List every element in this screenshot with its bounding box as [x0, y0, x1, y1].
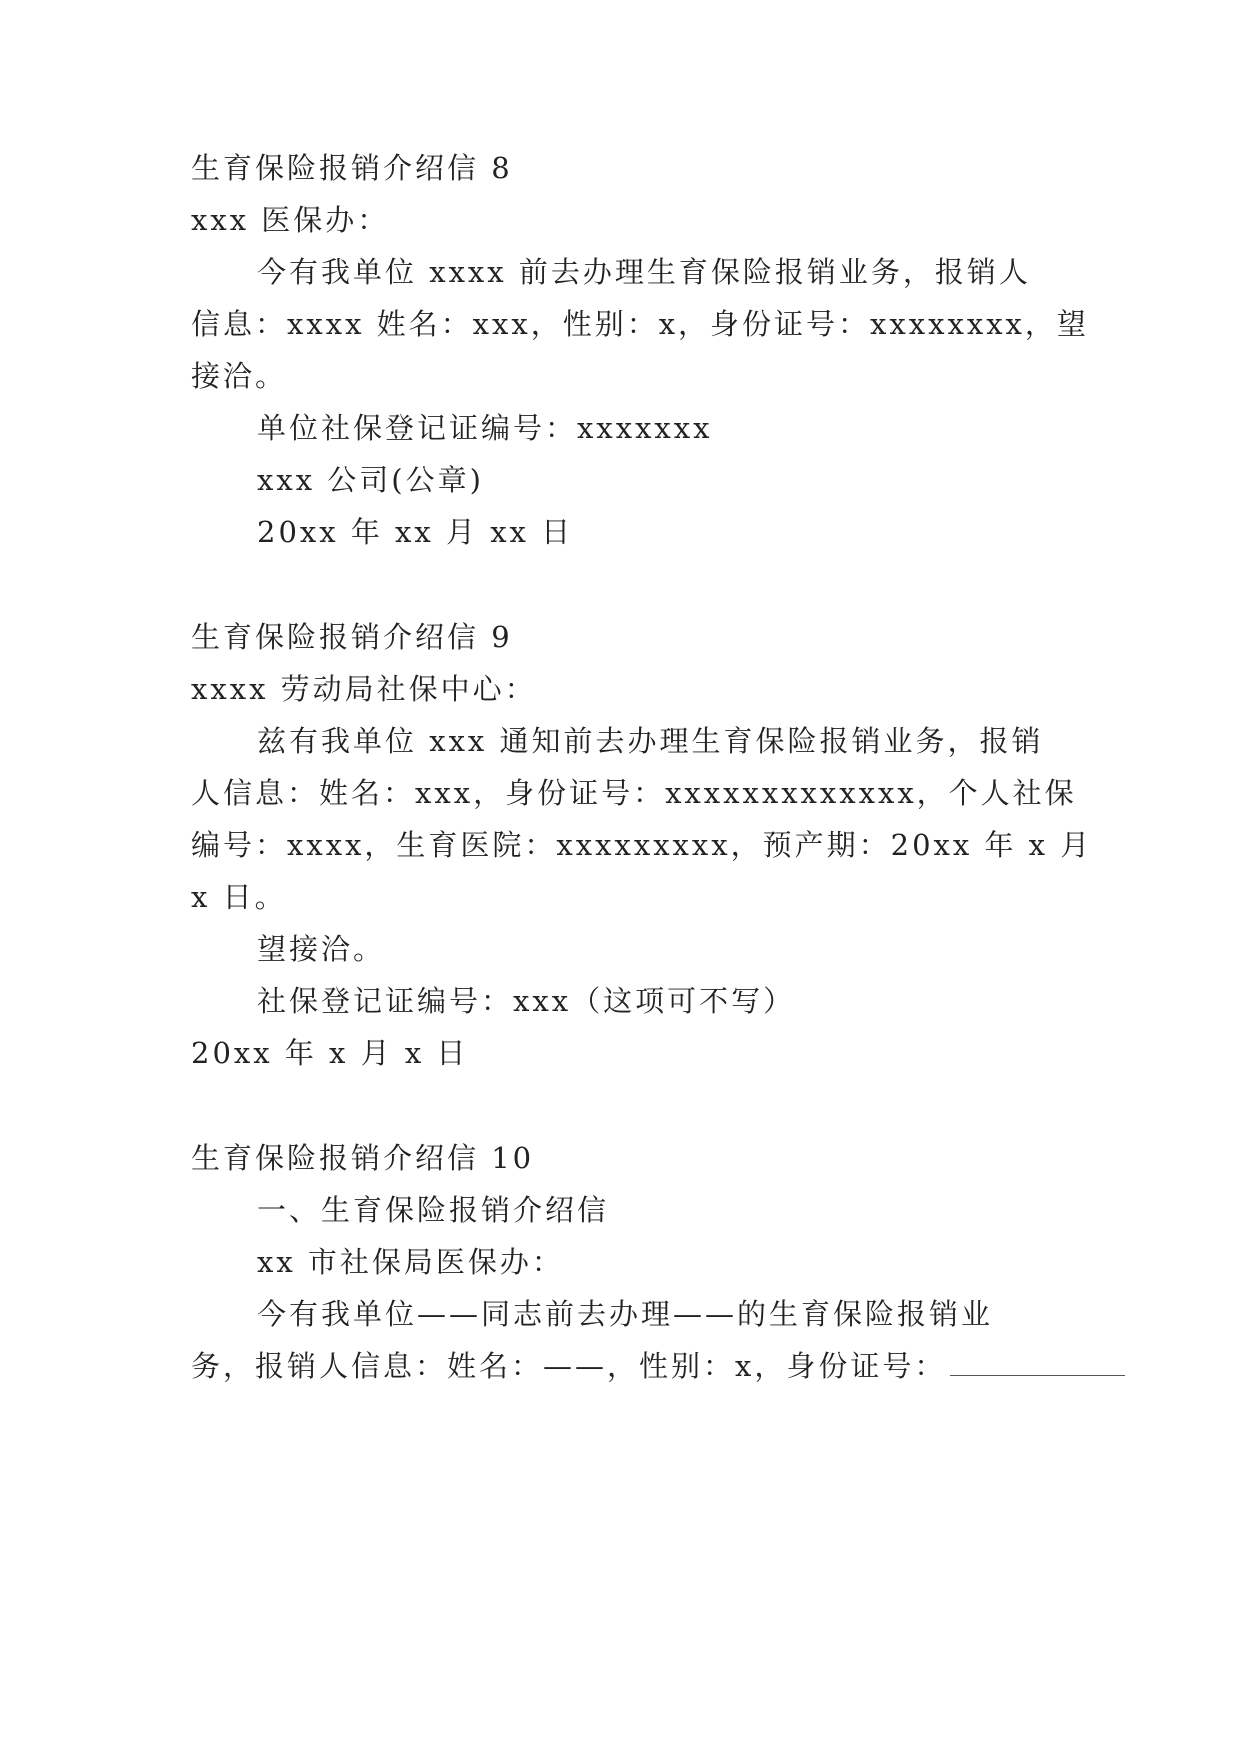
section-10-subtitle: 一、生育保险报销介绍信 — [257, 1193, 610, 1227]
section-9-body-line-4: x 日。 — [191, 880, 287, 914]
section-8-title: 生育保险报销介绍信 8 — [191, 151, 513, 185]
section-9-reg-no: 社保登记证编号：xxx（这项可不写） — [257, 984, 796, 1018]
section-9-body-line-2: 人信息：姓名：xxx，身份证号：xxxxxxxxxxxxx，个人社保 — [191, 776, 1077, 810]
section-8-body-line-1: 今有我单位 xxxx 前去办理生育保险报销业务，报销人 — [257, 255, 1031, 289]
section-9-body-line-1: 兹有我单位 xxx 通知前去办理生育保险报销业务，报销 — [257, 724, 1044, 758]
section-9-title: 生育保险报销介绍信 9 — [191, 620, 513, 654]
section-9-addressee: xxxx 劳动局社保中心： — [191, 672, 537, 706]
section-10-body-line-1: 今有我单位——同志前去办理——的生育保险报销业 — [257, 1297, 994, 1331]
section-10-addressee: xx 市社保局医保办： — [257, 1245, 564, 1279]
section-8-body-line-3: 接洽。 — [191, 359, 288, 393]
section-9-body-line-3: 编号：xxxx，生育医院：xxxxxxxxx，预产期：20xx 年 x 月 — [191, 828, 1093, 862]
section-8-body-line-2: 信息：xxxx 姓名：xxx，性别：x，身份证号：xxxxxxxx，望 — [191, 307, 1089, 341]
section-9-closing: 望接洽。 — [257, 932, 386, 966]
section-10-body-line-2-wrap — [191, 1346, 1125, 1386]
section-10-body-line-2: 务，报销人信息：姓名：——，性别：x，身份证号： — [191, 1349, 947, 1383]
section-8-addressee: xxx 医保办： — [191, 203, 390, 237]
section-9-date: 20xx 年 x 月 x 日 — [191, 1036, 469, 1070]
id-number-blank — [950, 1349, 1125, 1376]
section-10-title: 生育保险报销介绍信 10 — [191, 1141, 535, 1175]
section-8-reg-no: 单位社保登记证编号：xxxxxxx — [257, 411, 713, 445]
section-8-company: xxx 公司(公章) — [257, 463, 484, 497]
section-8-date: 20xx 年 xx 月 xx 日 — [257, 515, 574, 549]
